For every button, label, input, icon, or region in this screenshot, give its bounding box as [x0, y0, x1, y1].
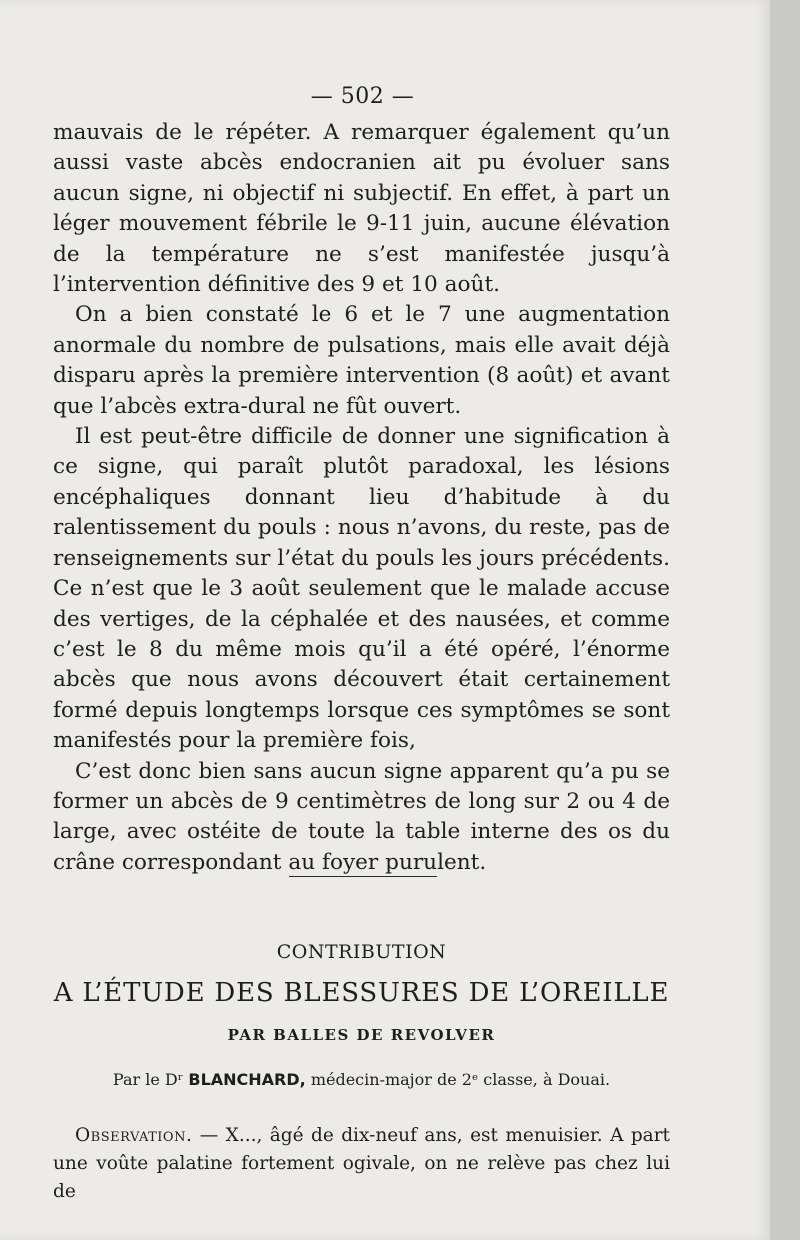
- byline-prefix: Par le Dʳ: [112, 1070, 184, 1089]
- paragraph: C’est donc bien sans aucun signe apparent qu’a pu se former un abcès de 9 centimètres de long sur 2 ou 4 de large, avec ostéite de toute la table interne des os du crâne correspondant au foyer purulent.: [53, 758, 670, 875]
- article-byline: [53, 1070, 670, 1089]
- observation-label: Observation.: [75, 1125, 193, 1146]
- paragraph: Il est peut-être difficile de donner une signification à ce signe, qui paraît plutôt paradoxal, les lésions encéphaliques donnant lieu d’habitude à du ralentissement du pouls : nous n’avons, du reste, pas de renseignements sur l’état du pouls les jours précédents. Ce n’est que le 3 août seulement que le malade accuse des vertiges, de la céphalée et des nausées, et comme c’est le 8 du même mois qu’il a été opéré, l’énorme abcès que nous avons découvert était certainement formé depuis longtemps lorsque ces symptômes se sont manifestés pour la première fois,: [53, 424, 670, 754]
- article-heading-top: CONTRIBUTION: [276, 941, 447, 963]
- page-number: — 502 —: [310, 84, 415, 109]
- article-title: A L’ÉTUDE DES BLESSURES DE L’OREILLE: [53, 978, 670, 1008]
- paragraph: On a bien constaté le 6 et le 7 une augmentation anormale du nombre de pulsations, mais elle avait déjà disparu après la première intervention (8 août) et avant que l’abcès extra-dural ne fût ouvert.: [53, 302, 670, 419]
- byline-suffix: médecin-major de 2ᵉ classe, à Douai.: [310, 1070, 611, 1089]
- author-name: BLANCHARD,: [188, 1070, 306, 1089]
- observation-paragraph: [53, 1122, 670, 1206]
- body-text: [53, 118, 670, 878]
- article-subtitle: PAR BALLES DE REVOLVER: [227, 1026, 496, 1044]
- section-divider: [289, 876, 437, 877]
- observation-text: — X..., âgé de dix-neuf ans, est menuisier. A part une voûte palatine fortement ogivale, on ne relève pas chez lui de: [53, 1125, 670, 1202]
- paragraph-continued: mauvais de le répéter. A remarquer également qu’un aussi vaste abcès endocranien ait pu évoluer sans aucun signe, ni objectif ni subjectif. En effet, à part un léger mouvement fébrile le 9-11 juin, aucune élévation de la température ne s’est manifestée jusqu’à l’intervention définitive des 9 et 10 août.: [53, 120, 670, 298]
